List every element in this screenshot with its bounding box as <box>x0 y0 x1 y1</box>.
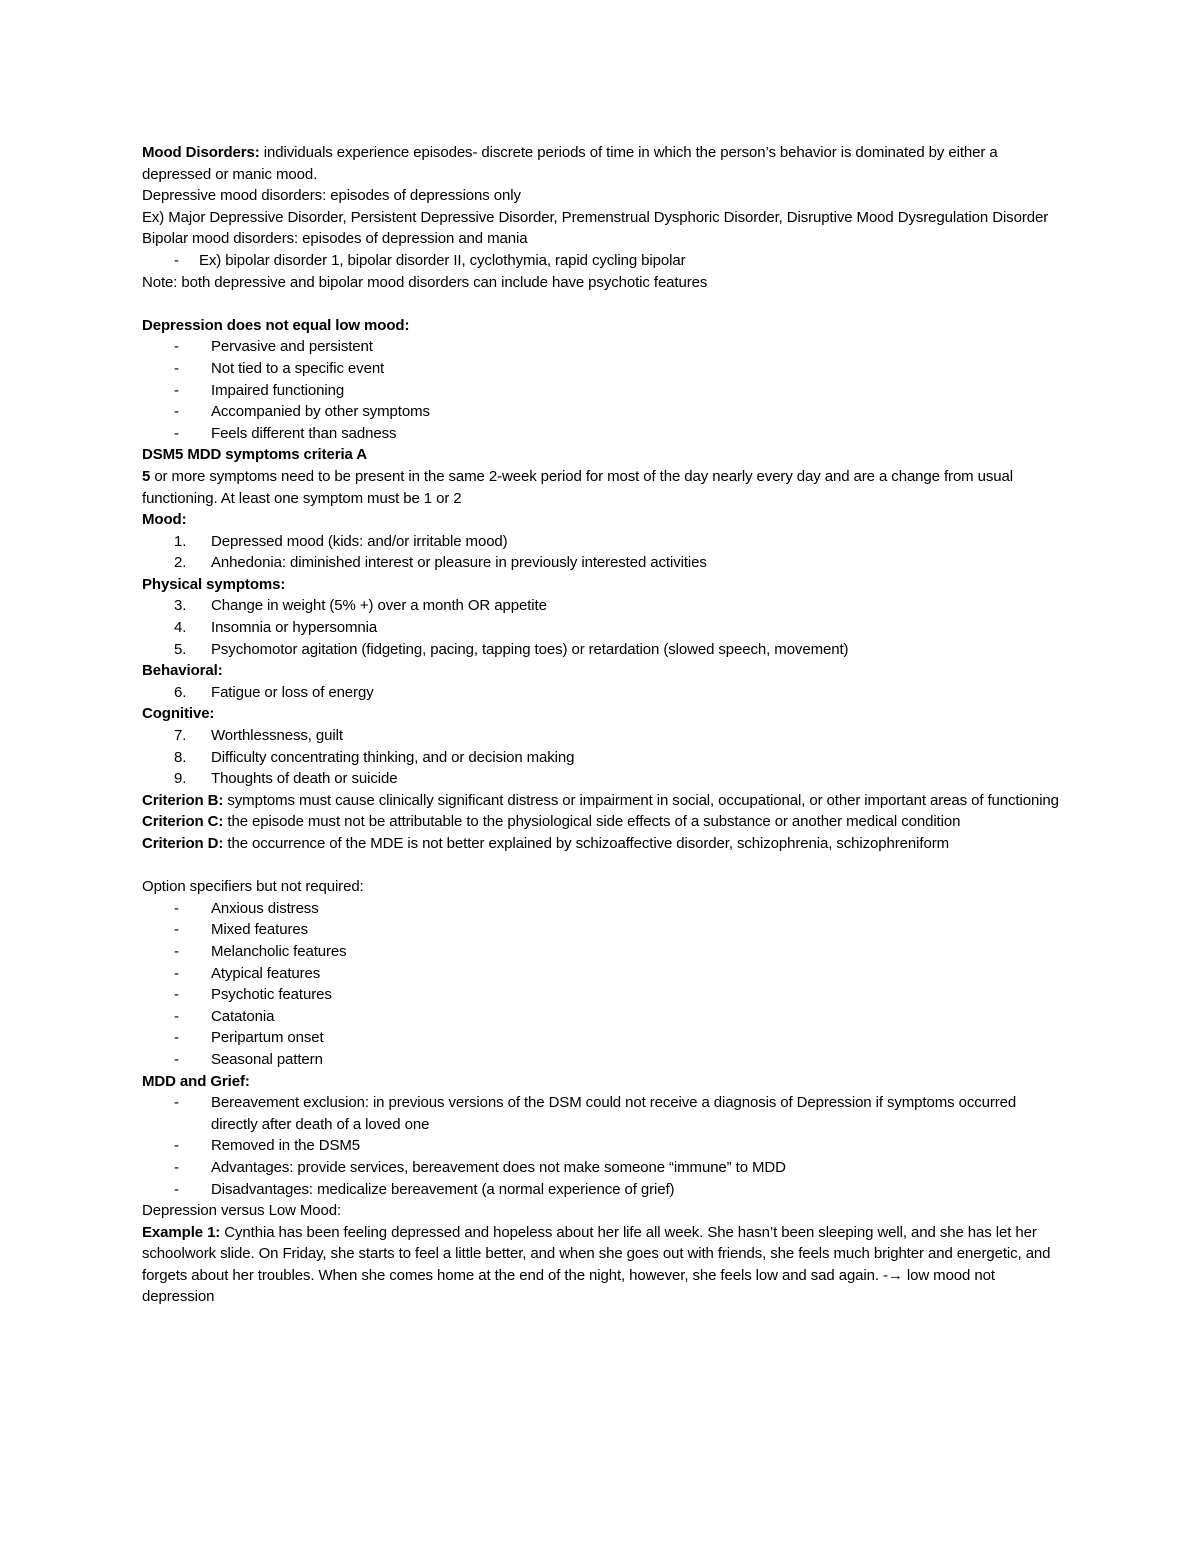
list-item <box>142 358 1062 380</box>
low-mood-heading-text: Depression does not equal low mood: <box>142 316 410 334</box>
criterion-d-label: Criterion D: <box>142 835 224 852</box>
list-item-text: Feels different than sadness <box>211 424 397 442</box>
behavioral-heading-text: Behavioral: <box>142 662 223 680</box>
bullet-marker: - <box>174 1007 179 1025</box>
grief-heading <box>142 1071 1062 1093</box>
cognitive-heading <box>142 703 1062 725</box>
bullet-marker: - <box>174 1094 179 1112</box>
bullet-marker: - <box>174 251 179 269</box>
physical-heading <box>142 574 1062 596</box>
criteria-a-lead <box>142 466 1062 509</box>
specifiers-heading: Option specifiers but not required: <box>142 878 364 896</box>
bullet-marker: - <box>174 403 179 421</box>
bullet-marker: - <box>174 942 179 960</box>
list-item-text: Not tied to a specific event <box>211 359 385 377</box>
bullet-marker: - <box>174 1029 179 1047</box>
criterion-b <box>142 790 1062 812</box>
depressive-examples-line: Ex) Major Depressive Disorder, Persistent Depressive Disorder, Premenstrual Dysphoric Disorder, Disruptive Mood Dysregulation Disorder <box>142 208 1049 226</box>
list-item-text: Seasonal pattern <box>211 1050 323 1068</box>
list-item-text: Advantages: provide services, bereavement does not make someone “immune” to MDD <box>211 1158 786 1176</box>
criteria-a-heading <box>142 444 1062 466</box>
criterion-d <box>142 833 1062 855</box>
list-item-text: Insomnia or hypersomnia <box>211 619 378 637</box>
bullet-marker: - <box>174 1180 179 1198</box>
depressive-disorders-line: Depressive mood disorders: episodes of depressions only <box>142 187 521 205</box>
item-number: 8. <box>174 748 187 766</box>
grief-list <box>142 1092 1062 1200</box>
item-number: 3. <box>174 597 187 615</box>
list-item <box>142 595 1062 617</box>
criteria-a-count: 5 <box>142 467 151 485</box>
criterion-b-text: symptoms must cause clinically significant distress or impairment in social, occupational, or other important areas of functioning <box>223 791 1059 809</box>
item-number: 2. <box>174 554 187 572</box>
list-item-text: Psychotic features <box>211 986 332 1004</box>
criterion-c-text: the episode must not be attributable to the physiological side effects of a substance or another medical condition <box>223 813 961 831</box>
bullet-marker: - <box>174 1137 179 1155</box>
mood-heading <box>142 509 1062 531</box>
item-number: 1. <box>174 532 187 550</box>
bipolar-examples-list <box>142 250 1062 272</box>
list-item <box>142 1049 1062 1071</box>
list-item <box>142 531 1062 553</box>
mood-disorders-definition: individuals experience episodes- discrete periods of time in which the person’s behavior is dominated by either a depressed or manic mood. <box>142 144 998 183</box>
list-item <box>142 1027 1062 1049</box>
list-item-text: Anxious distress <box>211 899 319 917</box>
list-item-text: Fatigue or loss of energy <box>211 683 374 701</box>
list-item-text: Atypical features <box>211 964 321 982</box>
list-item-text: Change in weight (5% +) over a month OR appetite <box>211 597 547 615</box>
behavioral-heading <box>142 660 1062 682</box>
list-item <box>142 617 1062 639</box>
list-item <box>142 984 1062 1006</box>
bullet-marker: - <box>174 1158 179 1176</box>
list-item <box>142 1006 1062 1028</box>
bullet-marker: - <box>174 986 179 1004</box>
criterion-c-label: Criterion C: <box>142 813 224 831</box>
mood-symptoms-list <box>142 531 1062 574</box>
document-body <box>142 142 1062 1308</box>
cognitive-heading-text: Cognitive: <box>142 705 215 723</box>
list-item <box>142 682 1062 704</box>
bullet-marker: - <box>174 964 179 982</box>
bullet-marker: - <box>174 381 179 399</box>
list-item-text: Accompanied by other symptoms <box>211 403 430 421</box>
mood-heading-text: Mood: <box>142 511 187 529</box>
list-item-text: Difficulty concentrating thinking, and or decision making <box>211 748 575 766</box>
item-number: 7. <box>174 727 187 745</box>
list-item <box>142 380 1062 402</box>
list-item <box>142 1179 1062 1201</box>
example-text: Cynthia has been feeling depressed and hopeless about her life all week. She hasn’t been sleeping well, and she has let her schoolwork slide. On Friday, she starts to feel a little better, and when she goes out with friends, she feels much brighter and energetic, and forgets about her troubles. When she comes home at the end of the night, however, she feels low and sad again. -→ low mood not depression <box>142 1223 1051 1306</box>
specifiers-list <box>142 898 1062 1071</box>
physical-heading-text: Physical symptoms: <box>142 575 286 593</box>
item-number: 9. <box>174 770 187 788</box>
criterion-d-text: the occurrence of the MDE is not better explained by schizoaffective disorder, schizophrenia, schizophreniform <box>223 835 949 852</box>
list-item <box>142 941 1062 963</box>
list-item <box>142 747 1062 769</box>
item-number: 4. <box>174 619 187 637</box>
criterion-c <box>142 811 1062 833</box>
list-item-text: Psychomotor agitation (fidgeting, pacing, tapping toes) or retardation (slowed speech, movement) <box>211 640 849 658</box>
low-mood-list <box>142 336 1062 444</box>
bipolar-disorders-line: Bipolar mood disorders: episodes of depression and mania <box>142 230 528 248</box>
intro-paragraph <box>142 142 1062 185</box>
physical-symptoms-list <box>142 595 1062 660</box>
bullet-marker: - <box>174 424 179 442</box>
bullet-marker: - <box>174 359 179 377</box>
bullet-marker: - <box>174 1050 179 1068</box>
list-item <box>142 639 1062 661</box>
list-item <box>142 898 1062 920</box>
bullet-marker: - <box>174 921 179 939</box>
list-item <box>142 401 1062 423</box>
list-item <box>142 552 1062 574</box>
list-item <box>142 963 1062 985</box>
item-number: 6. <box>174 683 187 701</box>
list-item <box>142 336 1062 358</box>
list-item-text: Disadvantages: medicalize bereavement (a normal experience of grief) <box>211 1180 675 1198</box>
criteria-a-lead-text: or more symptoms need to be present in the same 2-week period for most of the day nearly every day and are a change from usual functioning. At least one symptom must be 1 or 2 <box>142 467 1014 507</box>
list-item <box>142 250 1062 272</box>
list-item-text: Pervasive and persistent <box>211 338 373 356</box>
bipolar-examples-text: Ex) bipolar disorder 1, bipolar disorder II, cyclothymia, rapid cycling bipolar <box>199 251 686 269</box>
low-mood-heading <box>142 315 1062 337</box>
list-item-text: Bereavement exclusion: in previous versions of the DSM could not receive a diagnosis of Depression if symptoms occurred directly after death of a loved one <box>211 1094 1017 1133</box>
example-label: Example 1: <box>142 1223 221 1241</box>
list-item <box>142 423 1062 445</box>
bullet-marker: - <box>174 899 179 917</box>
list-item <box>142 768 1062 790</box>
list-item-text: Mixed features <box>211 921 308 939</box>
criterion-b-label: Criterion B: <box>142 791 224 809</box>
list-item <box>142 919 1062 941</box>
bullet-marker: - <box>174 338 179 356</box>
depression-vs-low-mood-heading: Depression versus Low Mood: <box>142 1202 342 1220</box>
list-item <box>142 1092 1062 1135</box>
list-item-text: Thoughts of death or suicide <box>211 770 398 788</box>
list-item <box>142 1135 1062 1157</box>
grief-heading-text: MDD and Grief: <box>142 1072 250 1090</box>
list-item-text: Depressed mood (kids: and/or irritable mood) <box>211 532 508 550</box>
example-paragraph <box>142 1222 1062 1308</box>
list-item-text: Melancholic features <box>211 942 347 960</box>
list-item-text: Removed in the DSM5 <box>211 1137 361 1155</box>
list-item <box>142 725 1062 747</box>
list-item-text: Peripartum onset <box>211 1029 324 1047</box>
behavioral-symptoms-list <box>142 682 1062 704</box>
list-item-text: Worthlessness, guilt <box>211 727 343 745</box>
criteria-a-heading-text: DSM5 MDD symptoms criteria A <box>142 446 368 464</box>
list-item-text: Catatonia <box>211 1007 275 1025</box>
cognitive-symptoms-list <box>142 725 1062 790</box>
mood-disorders-label: Mood Disorders: <box>142 144 260 161</box>
list-item-text: Anhedonia: diminished interest or pleasure in previously interested activities <box>211 554 707 572</box>
note-line: Note: both depressive and bipolar mood disorders can include have psychotic features <box>142 273 708 291</box>
list-item-text: Impaired functioning <box>211 381 345 399</box>
item-number: 5. <box>174 640 187 658</box>
list-item <box>142 1157 1062 1179</box>
